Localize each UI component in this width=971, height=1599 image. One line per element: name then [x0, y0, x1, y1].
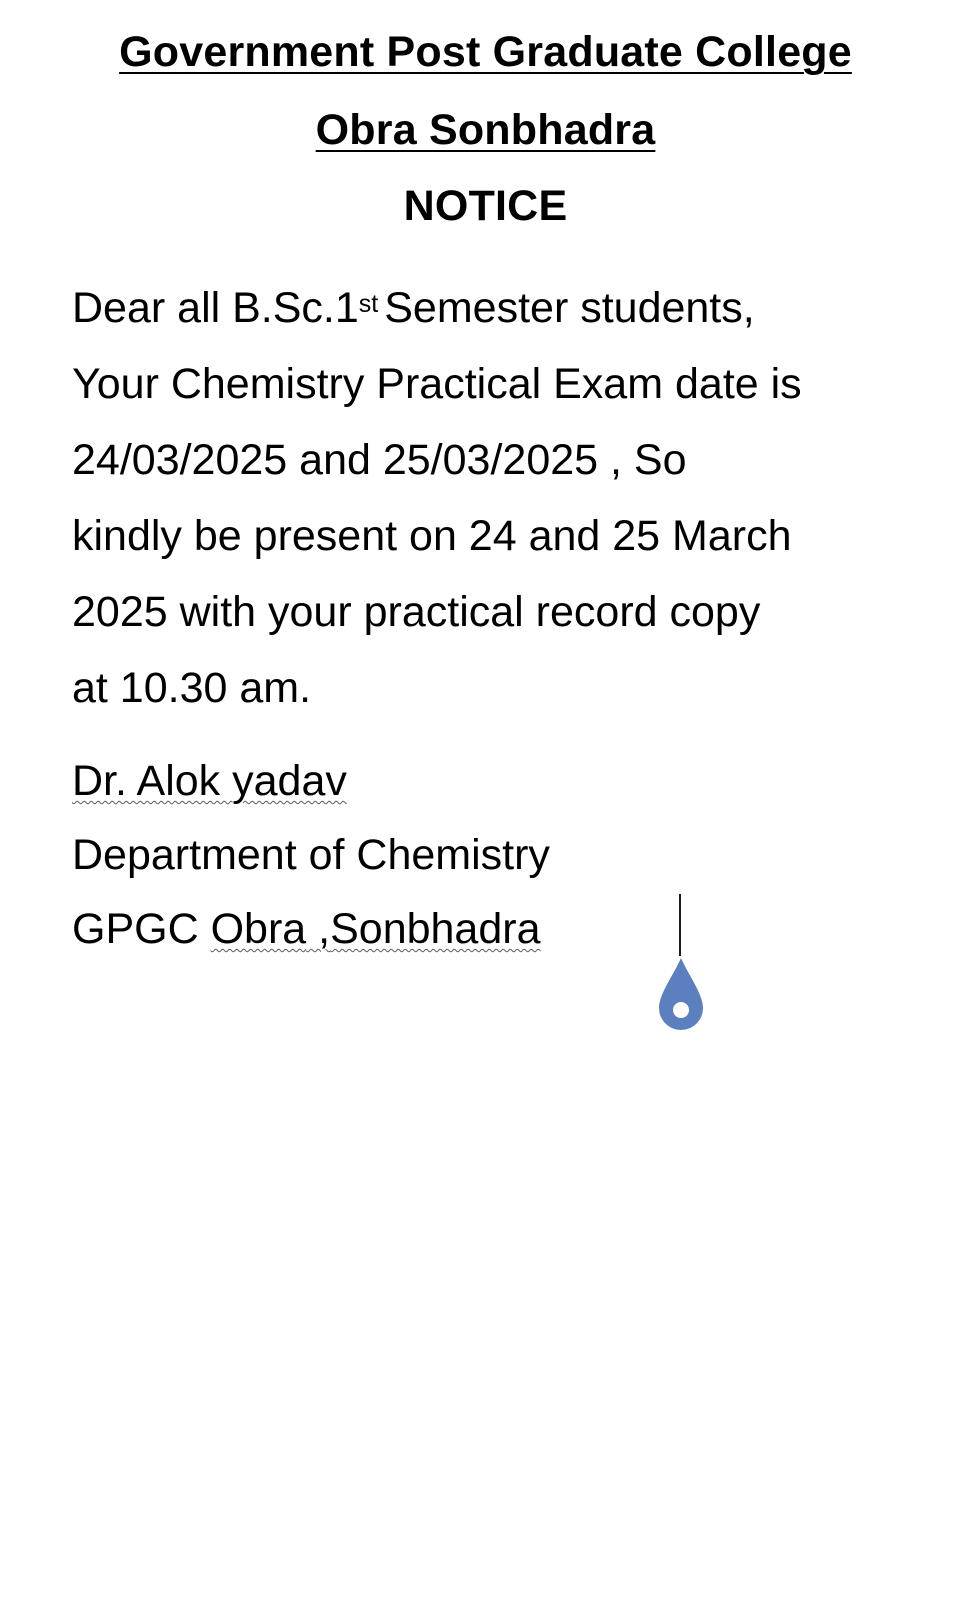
greeting-suffix: Semester students, [384, 284, 755, 332]
body-line-5: 2025 with your practical record copy [72, 588, 761, 636]
signature-block [72, 744, 772, 966]
ordinal-superscript: st [358, 290, 379, 318]
notice-body [72, 270, 952, 726]
text-cursor [679, 894, 681, 956]
signatory-department: Department of Chemistry [72, 831, 550, 879]
signatory-name: Dr. Alok yadav [72, 757, 347, 805]
greeting-prefix: Dear all B.Sc.1 [72, 284, 359, 332]
college-name-heading [0, 24, 971, 80]
body-line-2: Your Chemistry Practical Exam date is [72, 360, 802, 408]
body-line-greeting [72, 270, 952, 346]
institution-prefix: GPGC [72, 905, 211, 953]
signatory-institution [72, 892, 772, 966]
college-name: Government Post Graduate College [119, 28, 852, 76]
body-line-3: 24/03/2025 and 25/03/2025 , So [72, 436, 687, 484]
institution-town: Obra [210, 905, 307, 953]
body-line-6: at 10.30 am. [72, 664, 312, 712]
place-name: Obra Sonbhadra [315, 106, 656, 154]
institution-district: Sonbhadra [330, 905, 541, 953]
body-line-4: kindly be present on 24 and 25 March [72, 512, 792, 560]
notice-title: NOTICE [403, 182, 568, 230]
cursor-handle-drop-icon [655, 956, 707, 1034]
institution-separator: , [306, 905, 331, 953]
place-heading [0, 102, 971, 158]
text-cursor-handle-icon[interactable] [655, 956, 707, 1034]
